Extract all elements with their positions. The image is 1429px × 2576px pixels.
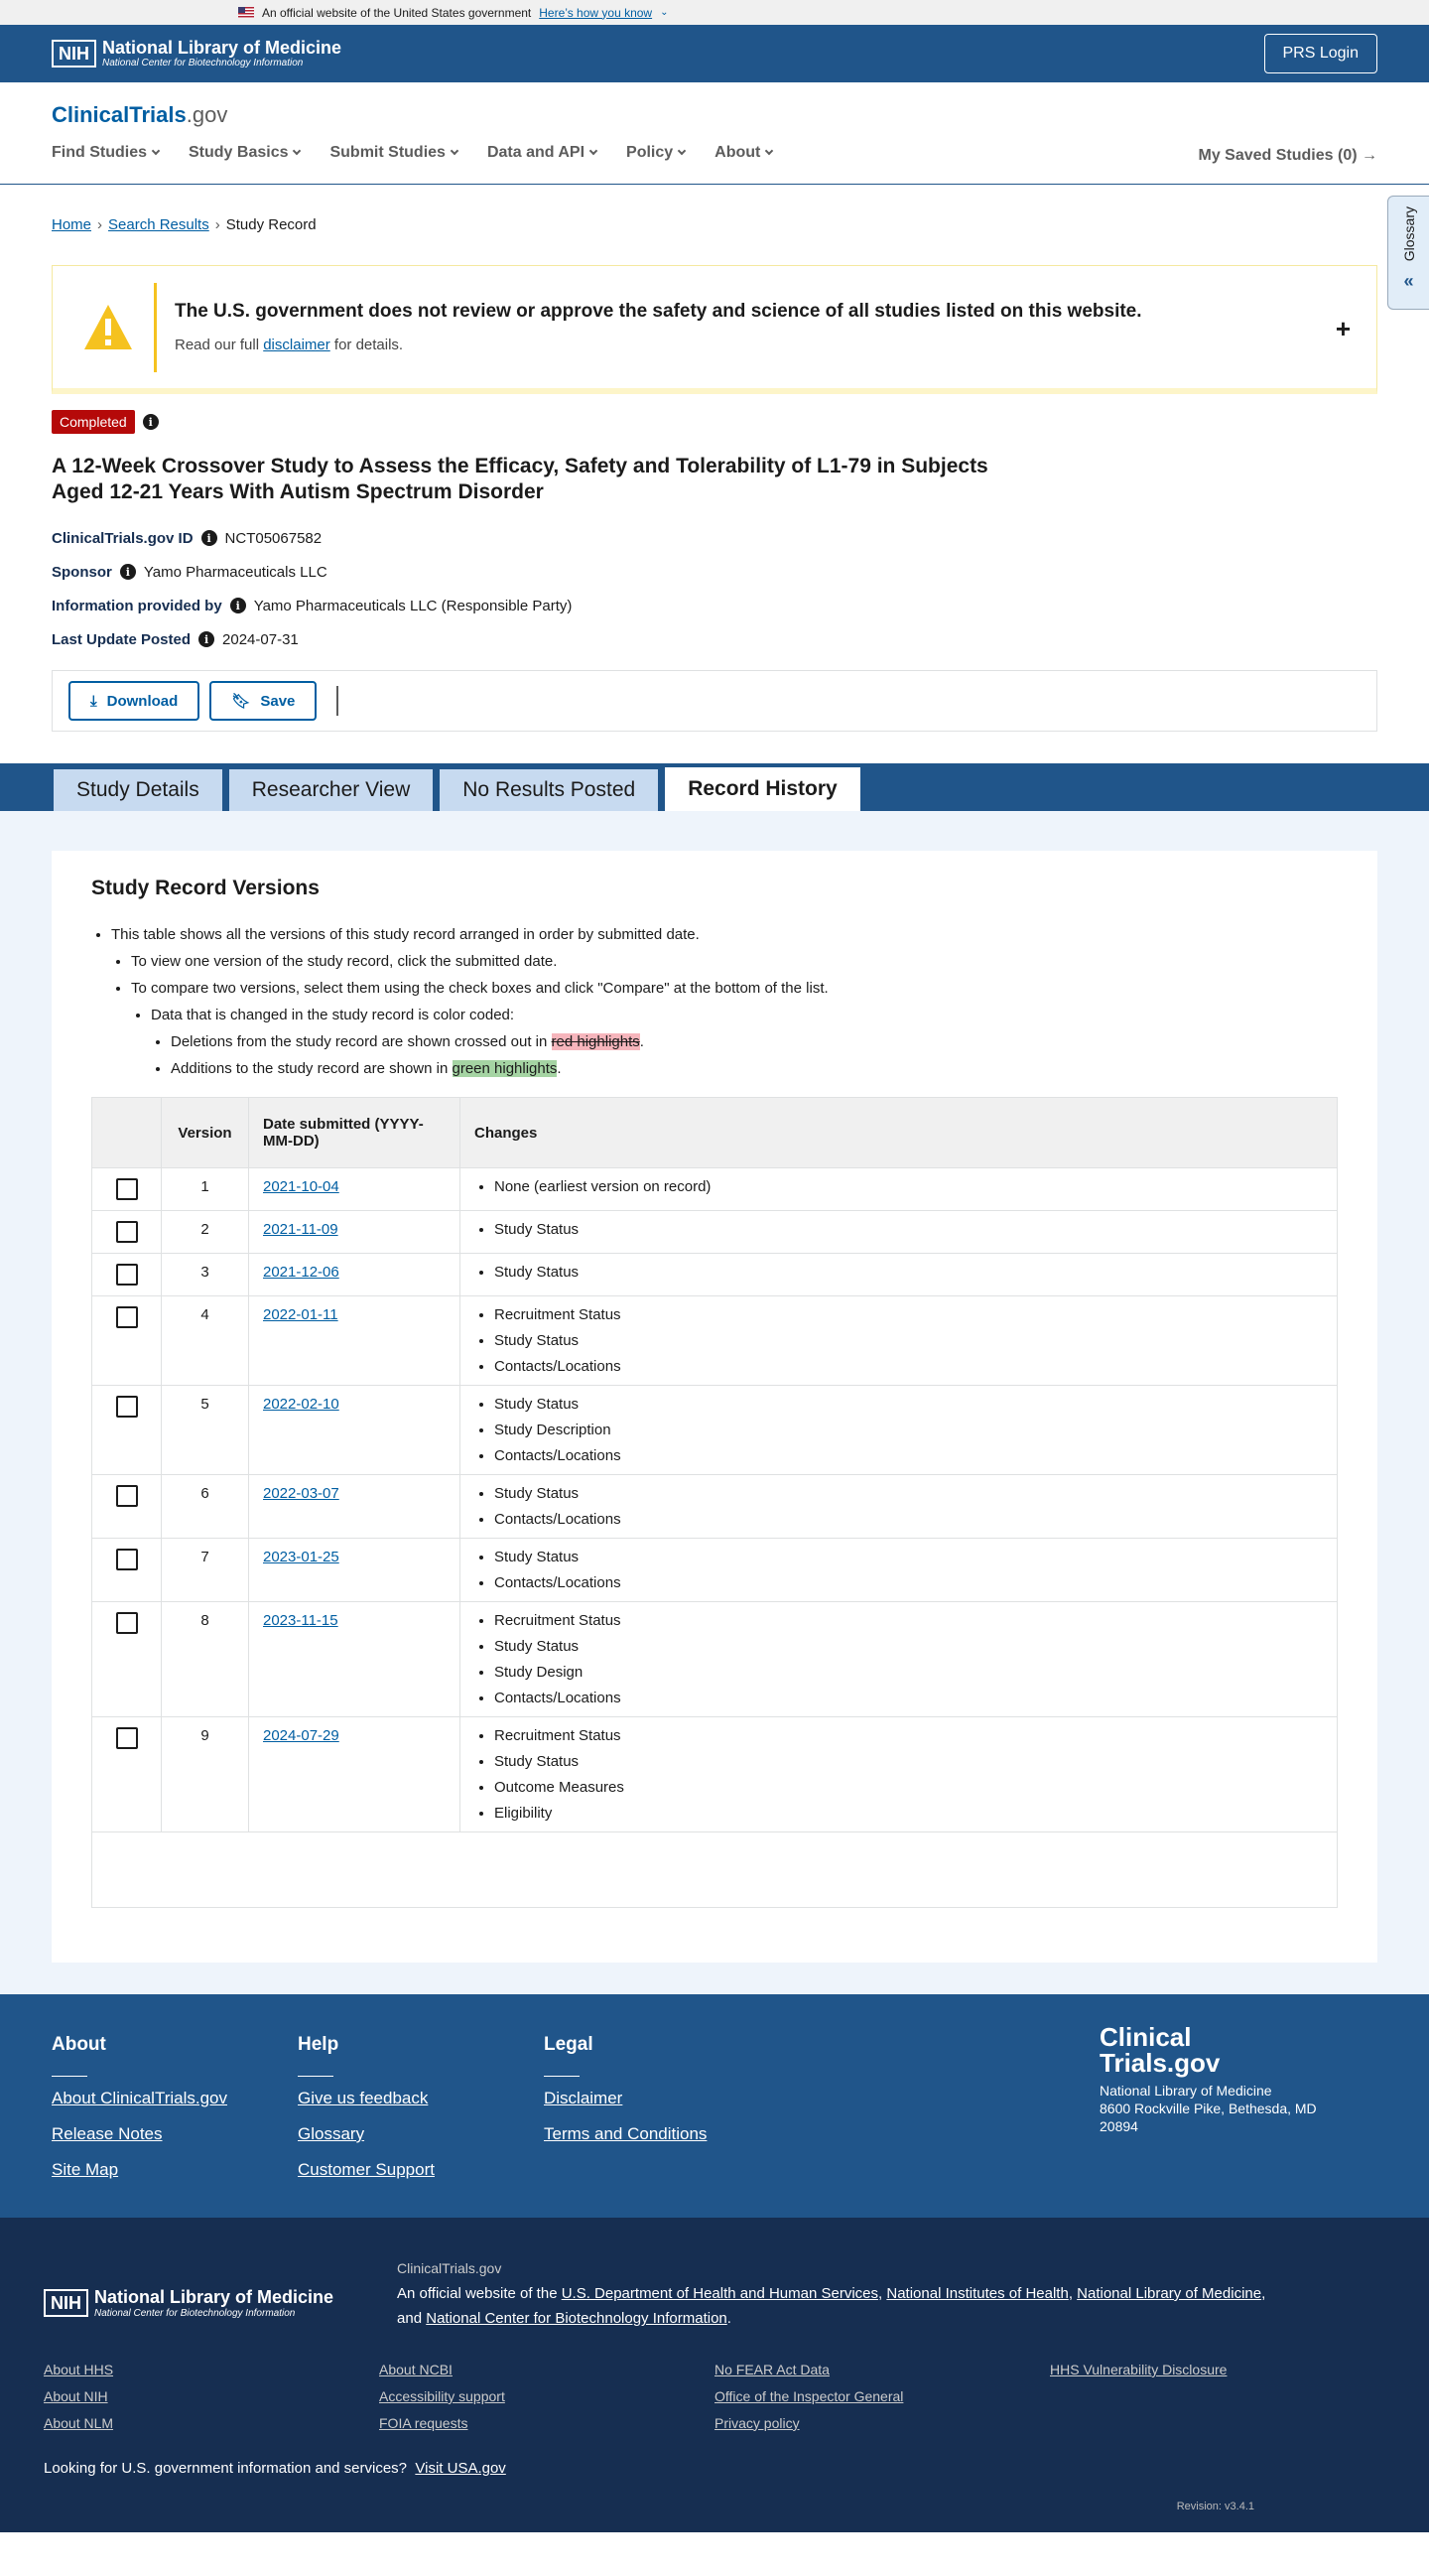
disclaimer-text — [175, 337, 1142, 353]
text: Looking for U.S. government information and services? — [44, 2459, 408, 2477]
footer-link[interactable]: Give us feedback — [298, 2089, 429, 2107]
warning-icon — [82, 302, 134, 353]
footer-heading: About — [52, 2034, 106, 2055]
footer-link[interactable]: Office of the Inspector General — [714, 2387, 904, 2404]
change-item: • Recruitment Status — [494, 1612, 1323, 1629]
study-title: A 12-Week Crossover Study to Assess the Efficacy, Safety and Tolerability of L1-79 in Subjects Aged 12-21 Years With Autism Spectrum Disorder — [52, 455, 988, 504]
table-footer-row — [92, 1832, 1338, 1908]
info-icon[interactable]: i — [201, 530, 217, 546]
logo-main: ClinicalTrials — [52, 102, 187, 127]
meta-last-update — [52, 630, 1377, 648]
change-item: • Study Status — [494, 1332, 1323, 1349]
logo-line: Trials.gov — [1100, 2048, 1221, 2078]
footer-link[interactable]: Privacy policy — [714, 2414, 800, 2431]
site-header — [0, 82, 1429, 185]
usa-gov-link[interactable]: Visit USA.gov — [415, 2459, 506, 2477]
revision-text: Revision: v3.4.1 — [1176, 2501, 1254, 2512]
nav-label: Study Basics — [189, 144, 289, 161]
row-select-cell — [92, 1254, 162, 1296]
version-checkbox[interactable] — [116, 1727, 138, 1749]
info-icon[interactable]: i — [143, 414, 159, 430]
footer-link[interactable]: About NLM — [44, 2414, 114, 2431]
tab-researcher-view[interactable]: Researcher View — [227, 767, 436, 811]
meta-value: Yamo Pharmaceuticals LLC — [143, 563, 327, 581]
table-row — [92, 1386, 1338, 1475]
version-date-link[interactable]: 2022-03-07 — [263, 1485, 339, 1502]
version-date-link[interactable]: 2023-01-25 — [263, 1549, 339, 1565]
red-highlight-sample: red highlights — [551, 1033, 640, 1050]
change-item: • Study Status — [494, 1264, 1323, 1281]
nav-policy[interactable] — [626, 144, 685, 162]
footer-help — [298, 2034, 544, 2196]
row-select-cell — [92, 1386, 162, 1475]
site-footer — [0, 1994, 1429, 2218]
gov-banner — [0, 0, 1429, 25]
nav-label: Submit Studies — [329, 144, 446, 161]
changes-cell — [460, 1539, 1338, 1602]
change-item: • Recruitment Status — [494, 1306, 1323, 1323]
date-cell — [249, 1386, 460, 1475]
version-checkbox[interactable] — [116, 1549, 138, 1570]
instruction-item: • Deletions from the study record are shown crossed out in red highlights. — [171, 1033, 1338, 1050]
instruction-item: • Data that is changed in the study record is color coded: — [151, 1007, 1338, 1023]
chevron-right-icon: › — [97, 215, 103, 233]
breadcrumb — [0, 185, 1429, 242]
table-row — [92, 1475, 1338, 1539]
changes-cell — [460, 1717, 1338, 1832]
changes-cell — [460, 1386, 1338, 1475]
logo-suffix: .gov — [186, 102, 228, 127]
table-row — [92, 1296, 1338, 1386]
version-checkbox[interactable] — [116, 1264, 138, 1286]
us-flag-icon — [238, 7, 254, 18]
footer-link[interactable]: Disclaimer — [544, 2089, 623, 2107]
nih-logo[interactable] — [52, 39, 341, 69]
change-item: • Study Status — [494, 1396, 1323, 1413]
footer-link[interactable]: Release Notes — [52, 2124, 163, 2143]
disclaimer-divider — [154, 283, 157, 372]
date-cell — [249, 1296, 460, 1386]
text: Deletions from the study record are shown crossed out in — [171, 1033, 552, 1050]
change-item: • Contacts/Locations — [494, 1447, 1323, 1464]
date-cell — [249, 1168, 460, 1211]
nih-header — [0, 25, 1429, 82]
nav-find-studies[interactable] — [52, 144, 159, 162]
footer-link[interactable]: FOIA requests — [379, 2414, 468, 2431]
address-line: National Library of Medicine — [1100, 2083, 1272, 2099]
version-date-link[interactable]: 2021-10-04 — [263, 1178, 339, 1195]
info-icon[interactable]: i — [198, 631, 214, 647]
footer-heading: Legal — [544, 2034, 593, 2055]
change-item: • Study Status — [494, 1549, 1323, 1565]
version-number: 8 — [162, 1602, 249, 1717]
changes-cell — [460, 1296, 1338, 1386]
meta-label: ClinicalTrials.gov ID — [52, 529, 194, 547]
col-version: Version — [162, 1098, 249, 1168]
text: Additions to the study record are shown in — [171, 1060, 453, 1077]
status-badge: Completed — [52, 410, 135, 434]
footer-link[interactable]: About NCBI — [379, 2361, 453, 2377]
saved-label: My Saved Studies (0) — [1198, 147, 1358, 164]
disclaimer-title: The U.S. government does not review or approve the safety and science of all studies listed on this website. — [175, 301, 1142, 322]
meta-info-provided — [52, 597, 1377, 614]
change-item: • Outcome Measures — [494, 1779, 1323, 1796]
instruction-item: • This table shows all the versions of this study record arranged in order by submitted date. — [111, 926, 1338, 943]
nih-logo-mark: NIH — [44, 2289, 88, 2317]
table-row — [92, 1717, 1338, 1832]
nav-label: Policy — [626, 144, 674, 161]
footer-legal — [544, 2034, 790, 2196]
footer-link[interactable]: About ClinicalTrials.gov — [52, 2089, 227, 2107]
versions-instructions — [91, 926, 1338, 1077]
version-number: 3 — [162, 1254, 249, 1296]
version-checkbox[interactable] — [116, 1221, 138, 1243]
footer-link[interactable]: About HHS — [44, 2361, 114, 2377]
footer-heading: Help — [298, 2034, 339, 2055]
col-changes: Changes — [460, 1098, 1338, 1168]
change-item: • Contacts/Locations — [494, 1690, 1323, 1706]
my-saved-studies-link[interactable] — [1199, 147, 1378, 165]
study-tabs — [0, 763, 1429, 811]
meta-nct-id — [52, 529, 1377, 547]
arrow-right-icon: → — [1362, 147, 1377, 164]
address-line: 20894 — [1100, 2118, 1138, 2135]
version-number: 9 — [162, 1717, 249, 1832]
change-item: • Eligibility — [494, 1805, 1323, 1822]
col-date: Date submitted (YYYY-MM-DD) — [249, 1098, 460, 1168]
main-nav — [52, 144, 1377, 162]
breadcrumb-search-results[interactable]: Search Results — [108, 215, 209, 233]
nih-link[interactable]: National Institutes of Health — [886, 2284, 1069, 2302]
action-bar — [52, 670, 1377, 732]
nih-logo-title: National Library of Medicine — [102, 37, 342, 58]
version-number: 1 — [162, 1168, 249, 1211]
table-row — [92, 1539, 1338, 1602]
change-item: • None (earliest version on record) — [494, 1178, 1323, 1195]
table-row — [92, 1168, 1338, 1211]
footer-link[interactable]: Glossary — [298, 2124, 365, 2143]
version-number: 2 — [162, 1211, 249, 1254]
chevron-down-icon — [152, 147, 160, 155]
row-select-cell — [92, 1475, 162, 1539]
heres-how-you-know-link[interactable]: Here’s how you know — [539, 5, 653, 20]
nih-footer-logo[interactable] — [44, 2275, 333, 2332]
disclaimer-pre: Read our full — [175, 337, 264, 353]
tab-record-history[interactable]: Record History — [663, 765, 862, 811]
glossary-tab[interactable] — [1387, 196, 1429, 310]
changes-cell — [460, 1211, 1338, 1254]
date-cell — [249, 1475, 460, 1539]
footer-brand — [1100, 2024, 1358, 2136]
footer-logo[interactable] — [1100, 2024, 1358, 2076]
col-select — [92, 1098, 162, 1168]
text: An official website of the — [397, 2284, 562, 2302]
nav-submit-studies[interactable] — [329, 144, 456, 162]
meta-label: Information provided by — [52, 597, 222, 614]
meta-label: Sponsor — [52, 563, 112, 581]
versions-table — [91, 1097, 1338, 1908]
changes-cell — [460, 1475, 1338, 1539]
version-checkbox[interactable] — [116, 1485, 138, 1507]
study-meta — [52, 529, 1377, 648]
chevron-down-icon — [678, 147, 686, 155]
footer-link[interactable]: No FEAR Act Data — [714, 2361, 830, 2377]
change-item: • Study Description — [494, 1422, 1323, 1438]
date-cell — [249, 1717, 460, 1832]
change-item: • Study Status — [494, 1485, 1323, 1502]
green-highlight-sample: green highlights — [452, 1060, 558, 1077]
footer-link[interactable]: About NIH — [44, 2387, 108, 2404]
version-number: 6 — [162, 1475, 249, 1539]
nih-logo-subtitle: National Center for Biotechnology Information — [94, 2307, 296, 2319]
instruction-item: • To view one version of the study record, click the submitted date. — [131, 953, 1338, 970]
instruction-item: • To compare two versions, select them using the check boxes and click "Compare" at the bottom of the list. — [131, 980, 1338, 997]
date-cell — [249, 1254, 460, 1296]
record-versions-card — [52, 851, 1377, 1963]
text: and — [397, 2310, 427, 2328]
chevron-right-icon: › — [214, 215, 220, 233]
change-item: • Recruitment Status — [494, 1727, 1323, 1744]
changes-cell — [460, 1168, 1338, 1211]
table-row — [92, 1254, 1338, 1296]
disclaimer-link[interactable]: disclaimer — [263, 337, 330, 353]
disclaimer-post: for details. — [329, 337, 404, 353]
row-select-cell — [92, 1168, 162, 1211]
version-number: 5 — [162, 1386, 249, 1475]
meta-value: NCT05067582 — [224, 529, 323, 547]
footer-link[interactable]: Customer Support — [298, 2160, 435, 2179]
change-item: • Study Status — [494, 1638, 1323, 1655]
change-item: • Contacts/Locations — [494, 1574, 1323, 1591]
info-icon[interactable]: i — [120, 564, 136, 580]
change-item: • Study Status — [494, 1221, 1323, 1238]
save-label: Save — [260, 692, 296, 710]
address-line: 8600 Rockville Pike, Bethesda, MD — [1100, 2101, 1317, 2117]
table-row — [92, 1211, 1338, 1254]
divider — [336, 686, 338, 716]
changes-cell — [460, 1602, 1338, 1717]
download-button[interactable] — [68, 681, 199, 721]
usa-gov-row — [44, 2460, 1385, 2477]
version-checkbox[interactable] — [116, 1612, 138, 1634]
changes-cell — [460, 1254, 1338, 1296]
meta-sponsor — [52, 563, 1377, 581]
nav-data-and-api[interactable] — [487, 144, 596, 162]
save-button[interactable] — [209, 681, 317, 721]
chevron-down-icon — [451, 147, 458, 155]
versions-heading: Study Record Versions — [91, 877, 320, 899]
version-checkbox[interactable] — [116, 1306, 138, 1328]
double-chevron-left-icon: « — [1403, 271, 1414, 292]
download-label: Download — [106, 692, 179, 710]
ncbi-link[interactable]: National Center for Biotechnology Information — [426, 2310, 727, 2328]
bookmark-icon: 🔖︎ — [231, 693, 251, 710]
row-select-cell — [92, 1211, 162, 1254]
nih-logo-subtitle: National Center for Biotechnology Information — [102, 58, 304, 69]
footer-link[interactable]: HHS Vulnerability Disclosure — [1050, 2361, 1228, 2377]
change-item: • Contacts/Locations — [494, 1511, 1323, 1528]
row-select-cell — [92, 1539, 162, 1602]
nav-label: Data and API — [486, 144, 585, 161]
version-checkbox[interactable] — [116, 1178, 138, 1200]
nav-label: Find Studies — [52, 144, 147, 161]
hhs-link[interactable]: U.S. Department of Health and Human Services — [561, 2284, 879, 2302]
meta-value: 2024-07-31 — [222, 630, 299, 648]
table-row — [92, 1602, 1338, 1717]
nlm-link[interactable]: National Library of Medicine — [1077, 2284, 1262, 2302]
nih-logo-title: National Library of Medicine — [94, 2287, 334, 2307]
nih-logo-mark: NIH — [52, 40, 96, 68]
version-number: 7 — [162, 1539, 249, 1602]
version-checkbox[interactable] — [116, 1396, 138, 1418]
info-icon[interactable]: i — [230, 598, 246, 613]
change-item: • Study Status — [494, 1753, 1323, 1770]
version-date-link[interactable]: 2024-07-29 — [263, 1727, 339, 1744]
nlm-footer — [0, 2218, 1429, 2532]
gov-banner-text: An official website of the United States government — [262, 5, 532, 20]
download-icon: ⤓ — [90, 692, 97, 710]
disclaimer-alert — [52, 265, 1377, 394]
breadcrumb-current: Study Record — [225, 215, 317, 233]
chevron-down-icon[interactable]: ⌄ — [660, 7, 669, 18]
nav-study-basics[interactable] — [189, 144, 300, 162]
change-item: • Contacts/Locations — [494, 1358, 1323, 1375]
nav-label: About — [714, 144, 761, 161]
row-select-cell — [92, 1296, 162, 1386]
instruction-item: • Additions to the study record are shown in green highlights. — [171, 1060, 1338, 1077]
version-date-link[interactable]: 2022-02-10 — [263, 1396, 339, 1413]
version-date-link[interactable]: 2023-11-15 — [263, 1612, 338, 1629]
prs-login-button[interactable]: PRS Login — [1264, 34, 1378, 73]
row-select-cell — [92, 1717, 162, 1832]
meta-label: Last Update Posted — [52, 630, 192, 648]
version-date-link[interactable]: 2022-01-11 — [263, 1306, 338, 1323]
date-cell — [249, 1211, 460, 1254]
footer-links — [44, 2362, 1385, 2442]
footer-link[interactable]: Terms and Conditions — [544, 2124, 708, 2143]
content-area — [0, 811, 1429, 1994]
chevron-down-icon — [293, 147, 301, 155]
clinicaltrials-logo[interactable] — [52, 102, 1377, 128]
tab-study-details[interactable]: Study Details — [52, 767, 224, 811]
footer-about — [52, 2034, 298, 2196]
version-date-link[interactable]: 2021-12-06 — [263, 1264, 339, 1281]
glossary-tab-label: Glossary — [1400, 206, 1417, 262]
footer-link[interactable]: Site Map — [52, 2160, 119, 2179]
logo-line: Clinical — [1100, 2022, 1192, 2052]
chevron-down-icon — [765, 147, 773, 155]
footer-site-name: ClinicalTrials.gov — [397, 2260, 502, 2276]
date-cell — [249, 1602, 460, 1717]
chevron-down-icon — [589, 147, 597, 155]
row-select-cell — [92, 1602, 162, 1717]
official-site-text: ClinicalTrials.gov An official website of the U.S. Department of Health and Human Services, National Institutes of Health, National Library of Medicine, and National Center for Biotechnology Information. — [397, 2257, 1265, 2332]
meta-value: Yamo Pharmaceuticals LLC (Responsible Party) — [253, 597, 573, 614]
expand-plus-icon[interactable]: + — [1335, 314, 1351, 343]
date-cell — [249, 1539, 460, 1602]
breadcrumb-home[interactable]: Home — [52, 215, 92, 233]
change-item: • Study Design — [494, 1664, 1323, 1681]
version-date-link[interactable]: 2021-11-09 — [263, 1221, 338, 1238]
footer-link[interactable]: Accessibility support — [379, 2387, 505, 2404]
version-number: 4 — [162, 1296, 249, 1386]
nav-about[interactable] — [714, 144, 772, 162]
tab-no-results-posted[interactable]: No Results Posted — [438, 767, 660, 811]
status-row — [52, 410, 1377, 434]
